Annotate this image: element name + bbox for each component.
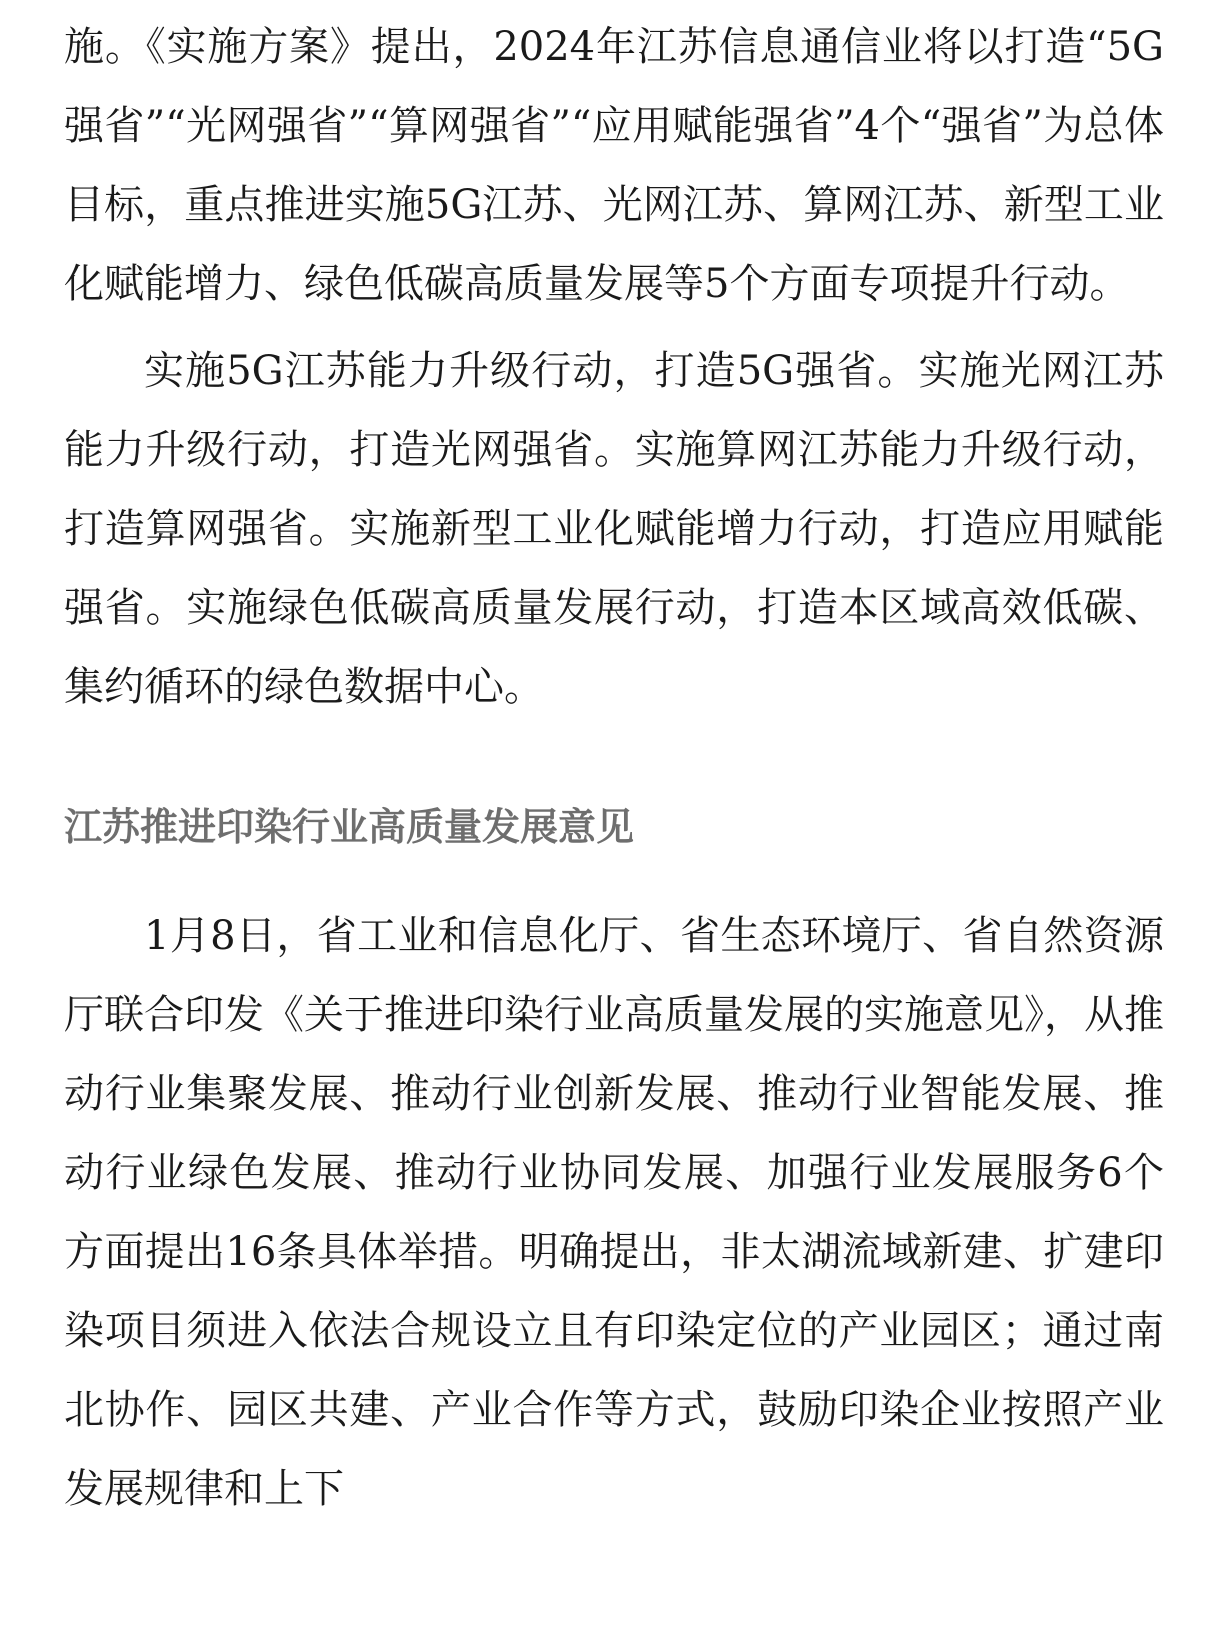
paragraph-printing-dyeing: 1月8日，省工业和信息化厅、省生态环境厅、省自然资源厅联合印发《关于推进印染行业高质量发展的实施意见》，从推动行业集聚发展、推动行业创新发展、推动行业智能发展、推动行业绿色发展、推动行业协同发展、加强行业发展服务6个方面提出16条具体举措。明确提出，非太湖流域新建、扩建印染项目须进入依法合规设立且有印染定位的产业园区；通过南北协作、园区共建、产业合作等方式，鼓励印染企业按照产业发展规律和上下 [64,913,1164,1512]
document-page [64,8,1164,1529]
section-heading: 江苏推进印染行业高质量发展意见 [64,805,635,849]
paragraph-continuation: 施。《实施方案》提出，2024年江苏信息通信业将以打造“5G强省”“光网强省”“算网强省”“应用赋能强省”4个“强省”为总体目标，重点推进实施5G江苏、光网江苏、算网江苏、新型工业化赋能增力、绿色低碳高质量发展等5个方面专项提升行动。 [64,24,1164,307]
paragraph-5g-actions: 实施5G江苏能力升级行动，打造5G强省。实施光网江苏能力升级行动，打造光网强省。实施算网江苏能力升级行动，打造算网强省。实施新型工业化赋能增力行动，打造应用赋能强省。实施绿色低碳高质量发展行动，打造本区域高效低碳、集约循环的绿色数据中心。 [64,348,1164,710]
